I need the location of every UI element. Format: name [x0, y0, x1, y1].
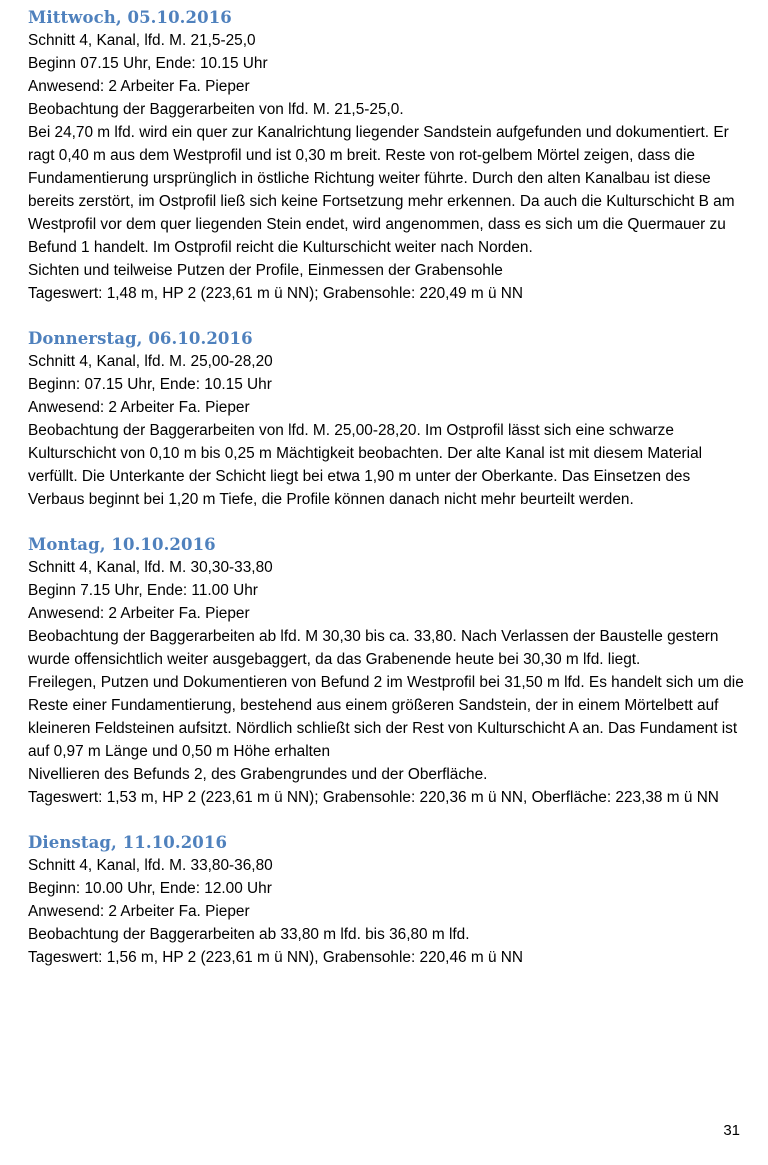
entry-trench-line: Schnitt 4, Kanal, lfd. M. 33,80-36,80 — [28, 857, 273, 874]
entry-trench-line: Schnitt 4, Kanal, lfd. M. 21,5-25,0 — [28, 32, 256, 49]
entry-observation-paragraph: Beobachtung der Baggerarbeiten von lfd. M. 25,00-28,20. Im Ostprofil lässt sich eine schwarze Kulturschicht von 0,10 m bis 0,25 m Mächtigkeit beobachten. Der alte Kanal ist mit diesem Material verfüllt. Die Unterkante der Schicht liegt bei etwa 1,90 m unter der Oberkante. Das Einsetzen des Verbaus beginnt bei 1,20 m Tiefe, die Profile können danach nicht mehr beurteilt werden. — [28, 422, 703, 508]
document-page — [28, 6, 744, 991]
entry-observation-line: Beobachtung der Baggerarbeiten von lfd. M. 21,5-25,0. — [28, 101, 404, 118]
entry-attendance-line: Anwesend: 2 Arbeiter Fa. Pieper — [28, 903, 250, 920]
diary-entry-2016-10-10 — [28, 533, 744, 809]
entry-date-heading: Dienstag, 11.10.2016 — [28, 833, 228, 852]
page-number: 31 — [723, 1122, 740, 1139]
entry-trench-line: Schnitt 4, Kanal, lfd. M. 30,30-33,80 — [28, 559, 273, 576]
entry-date-heading: Mittwoch, 05.10.2016 — [28, 8, 232, 27]
entry-date-heading: Donnerstag, 06.10.2016 — [28, 329, 253, 348]
diary-entry-2016-10-05 — [28, 6, 744, 305]
entry-attendance-line: Anwesend: 2 Arbeiter Fa. Pieper — [28, 399, 250, 416]
entry-observation-paragraph: Beobachtung der Baggerarbeiten ab lfd. M 30,30 bis ca. 33,80. Nach Verlassen der Baustelle gestern wurde offensichtlich weiter ausgebaggert, da das Grabenende heute bei 30,30 m lfd. liegt. — [28, 628, 719, 668]
entry-leveling-line: Nivellieren des Befunds 2, des Grabengrundes und der Oberfläche. — [28, 766, 488, 783]
entry-date-heading: Montag, 10.10.2016 — [28, 535, 216, 554]
entry-time-line: Beginn: 07.15 Uhr, Ende: 10.15 Uhr — [28, 376, 272, 393]
entry-findings-paragraph: Bei 24,70 m lfd. wird ein quer zur Kanalrichtung liegender Sandstein aufgefunden und dokumentiert. Er ragt 0,40 m aus dem Westprofil und ist 0,30 m breit. Reste von rot-gelbem Mörtel zeigen, dass die Fundamentierung ursprünglich in östliche Richtung weiter führte. Durch den alten Kanalbau ist diese bereits zerstört, im Ostprofil ließ sich keine Fortsetzung mehr erkennen. Da auch die Kulturschicht B am Westprofil vor dem quer liegenden Stein endet, wird angenommen, dass es sich um die Quermauer zu Befund 1 handelt. Im Ostprofil reicht die Kulturschicht weiter nach Norden. — [28, 124, 735, 256]
entry-measurement-line: Tageswert: 1,48 m, HP 2 (223,61 m ü NN); Grabensohle: 220,49 m ü NN — [28, 285, 524, 302]
entry-measurement-line: Tageswert: 1,56 m, HP 2 (223,61 m ü NN), Grabensohle: 220,46 m ü NN — [28, 949, 524, 966]
diary-entry-2016-10-11 — [28, 831, 744, 969]
entry-findings-paragraph: Freilegen, Putzen und Dokumentieren von Befund 2 im Westprofil bei 31,50 m lfd. Es handelt sich um die Reste einer Fundamentierung, bestehend aus einem größeren Sandstein, der in einem Mörtelbett auf kleineren Feldsteinen aufsitzt. Nördlich schließt sich der Rest von Kulturschicht A an. Das Fundament ist auf 0,97 m Länge und 0,50 m Höhe erhalten — [28, 674, 744, 760]
diary-entry-2016-10-06 — [28, 327, 744, 511]
entry-time-line: Beginn: 10.00 Uhr, Ende: 12.00 Uhr — [28, 880, 272, 897]
entry-attendance-line: Anwesend: 2 Arbeiter Fa. Pieper — [28, 78, 250, 95]
entry-measurement-line: Tageswert: 1,53 m, HP 2 (223,61 m ü NN); Grabensohle: 220,36 m ü NN, Oberfläche: 223,38 m ü NN — [28, 789, 719, 806]
entry-time-line: Beginn 07.15 Uhr, Ende: 10.15 Uhr — [28, 55, 268, 72]
entry-observation-line: Beobachtung der Baggerarbeiten ab 33,80 m lfd. bis 36,80 m lfd. — [28, 926, 470, 943]
entry-attendance-line: Anwesend: 2 Arbeiter Fa. Pieper — [28, 605, 250, 622]
entry-work-line: Sichten und teilweise Putzen der Profile, Einmessen der Grabensohle — [28, 262, 503, 279]
entry-trench-line: Schnitt 4, Kanal, lfd. M. 25,00-28,20 — [28, 353, 273, 370]
entry-time-line: Beginn 7.15 Uhr, Ende: 11.00 Uhr — [28, 582, 258, 599]
